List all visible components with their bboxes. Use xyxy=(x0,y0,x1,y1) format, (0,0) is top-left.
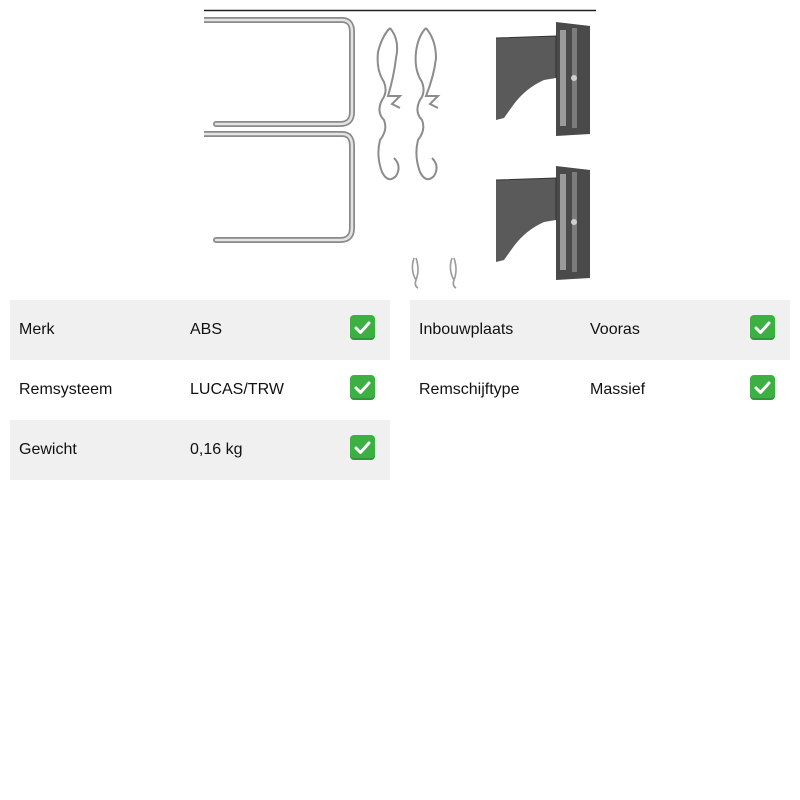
spec-label: Remsysteem xyxy=(19,381,113,398)
spec-value: LUCAS/TRW xyxy=(190,381,284,398)
product-image xyxy=(204,0,596,292)
check-icon xyxy=(350,315,375,340)
check-icon xyxy=(750,315,775,340)
check-icon xyxy=(350,435,375,460)
spec-label: Merk xyxy=(19,321,55,338)
check-icon xyxy=(350,375,375,400)
retaining-clip-right xyxy=(416,28,438,179)
spec-value: Vooras xyxy=(590,321,640,338)
check-icon xyxy=(750,375,775,400)
spec-label: Remschijftype xyxy=(419,381,520,398)
spec-row-merk xyxy=(10,300,390,360)
brake-kit-illustration xyxy=(204,0,596,292)
wire-spring-lower xyxy=(204,134,352,240)
spec-value: ABS xyxy=(190,321,223,338)
pad-guide-bracket-upper xyxy=(496,22,590,136)
wire-spring-upper xyxy=(204,20,352,124)
spec-value: 0,16 kg xyxy=(190,441,243,458)
spec-row-remsysteem xyxy=(10,360,390,420)
spec-row-gewicht xyxy=(10,420,390,480)
spec-row-inbouwplaats xyxy=(410,300,790,360)
spec-label: Gewicht xyxy=(19,441,77,458)
pad-guide-bracket-lower xyxy=(496,166,590,280)
pin-clips xyxy=(412,258,456,288)
spec-value: Massief xyxy=(590,381,646,398)
spec-label: Inbouwplaats xyxy=(419,321,514,338)
spec-row-remschijftype xyxy=(410,360,790,420)
retaining-clip-left xyxy=(378,28,400,179)
spec-table-left xyxy=(10,300,390,480)
spec-table-right xyxy=(410,300,790,420)
